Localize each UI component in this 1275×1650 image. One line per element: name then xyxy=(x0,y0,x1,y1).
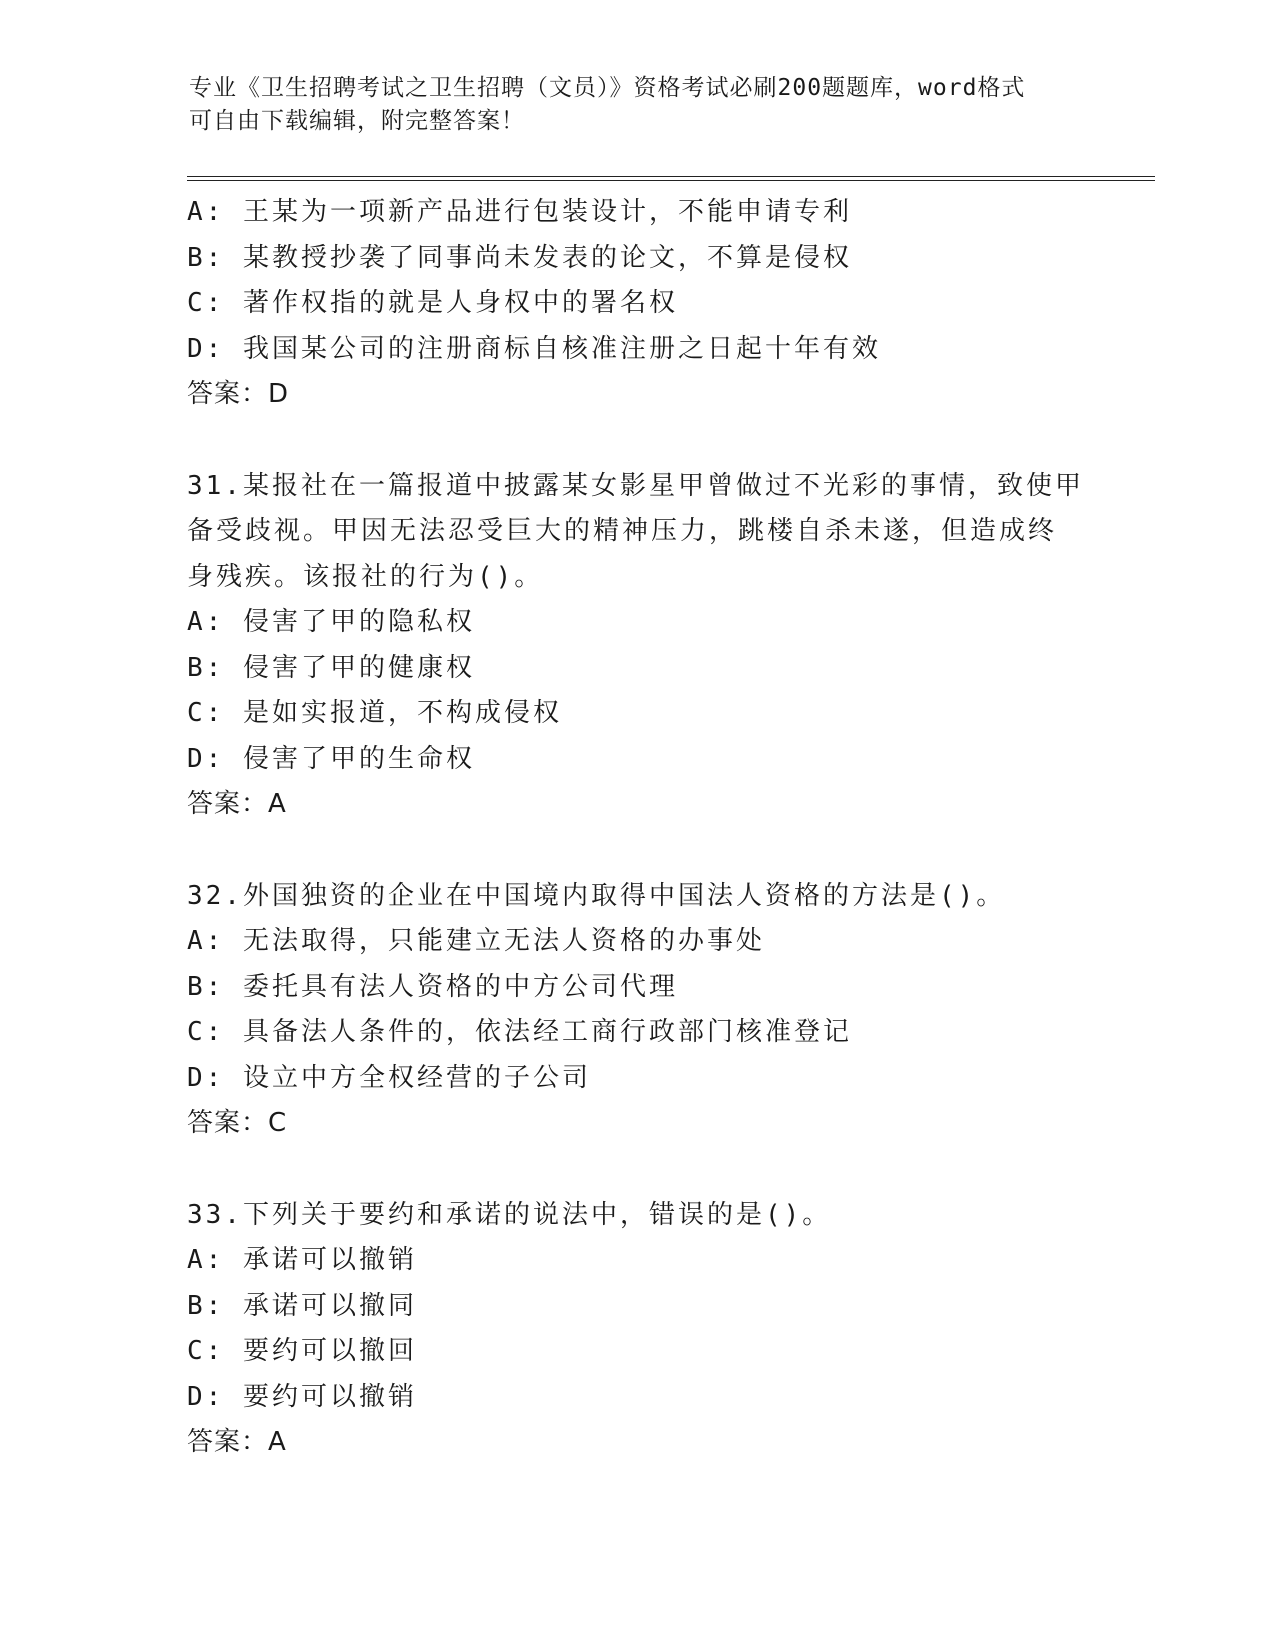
question-stem: 31.某报社在一篇报道中披露某女影星甲曾做过不光彩的事情，致使甲 xyxy=(187,470,1084,501)
spacer xyxy=(187,418,1087,464)
question-stem: 备受歧视。甲因无法忍受巨大的精神压力，跳楼自杀未遂，但造成终 xyxy=(187,516,1058,546)
question-32 xyxy=(187,874,1087,1147)
option-c: C: 具备法人条件的，依法经工商行政部门核准登记 xyxy=(187,1017,852,1047)
answer-line: 答案：D xyxy=(187,379,290,409)
spacer xyxy=(187,828,1087,874)
option-c: C: 是如实报道，不构成侵权 xyxy=(187,698,562,728)
option-b: B: 承诺可以撤同 xyxy=(187,1290,417,1321)
option-a: A: 王某为一项新产品进行包装设计，不能申请专利 xyxy=(187,197,852,227)
header-line-2: 可自由下载编辑，附完整答案！ xyxy=(189,108,525,134)
question-stem: 32.外国独资的企业在中国境内取得中国法人资格的方法是()。 xyxy=(187,880,1006,911)
option-d: D: 侵害了甲的生命权 xyxy=(187,743,475,774)
question-stem: 33.下列关于要约和承诺的说法中，错误的是()。 xyxy=(187,1199,832,1230)
answer-line: 答案：C xyxy=(187,1108,288,1138)
answer-line: 答案：A xyxy=(187,1427,287,1457)
document-header xyxy=(189,72,1089,138)
question-31 xyxy=(187,464,1087,828)
option-a: A: 承诺可以撤销 xyxy=(187,1245,417,1275)
question-30-continued xyxy=(187,190,1087,418)
question-stem: 身残疾。该报社的行为()。 xyxy=(187,561,544,592)
option-d: D: 设立中方全权经营的子公司 xyxy=(187,1062,591,1093)
option-c: C: 要约可以撤回 xyxy=(187,1336,417,1366)
option-d: D: 我国某公司的注册商标自核准注册之日起十年有效 xyxy=(187,333,881,364)
question-list xyxy=(187,190,1087,1466)
option-b: B: 某教授抄袭了同事尚未发表的论文，不算是侵权 xyxy=(187,242,852,273)
header-line-1: 专业《卫生招聘考试之卫生招聘（文员）》资格考试必刷200题题库，word格式 xyxy=(189,75,1026,101)
option-d: D: 要约可以撤销 xyxy=(187,1381,417,1412)
option-a: A: 侵害了甲的隐私权 xyxy=(187,607,475,637)
option-a: A: 无法取得，只能建立无法人资格的办事处 xyxy=(187,926,765,956)
option-c: C: 著作权指的就是人身权中的署名权 xyxy=(187,288,678,318)
option-b: B: 侵害了甲的健康权 xyxy=(187,652,475,683)
header-double-rule xyxy=(187,176,1155,181)
option-b: B: 委托具有法人资格的中方公司代理 xyxy=(187,971,678,1002)
spacer xyxy=(187,1147,1087,1193)
question-33 xyxy=(187,1193,1087,1466)
answer-line: 答案：A xyxy=(187,789,287,819)
